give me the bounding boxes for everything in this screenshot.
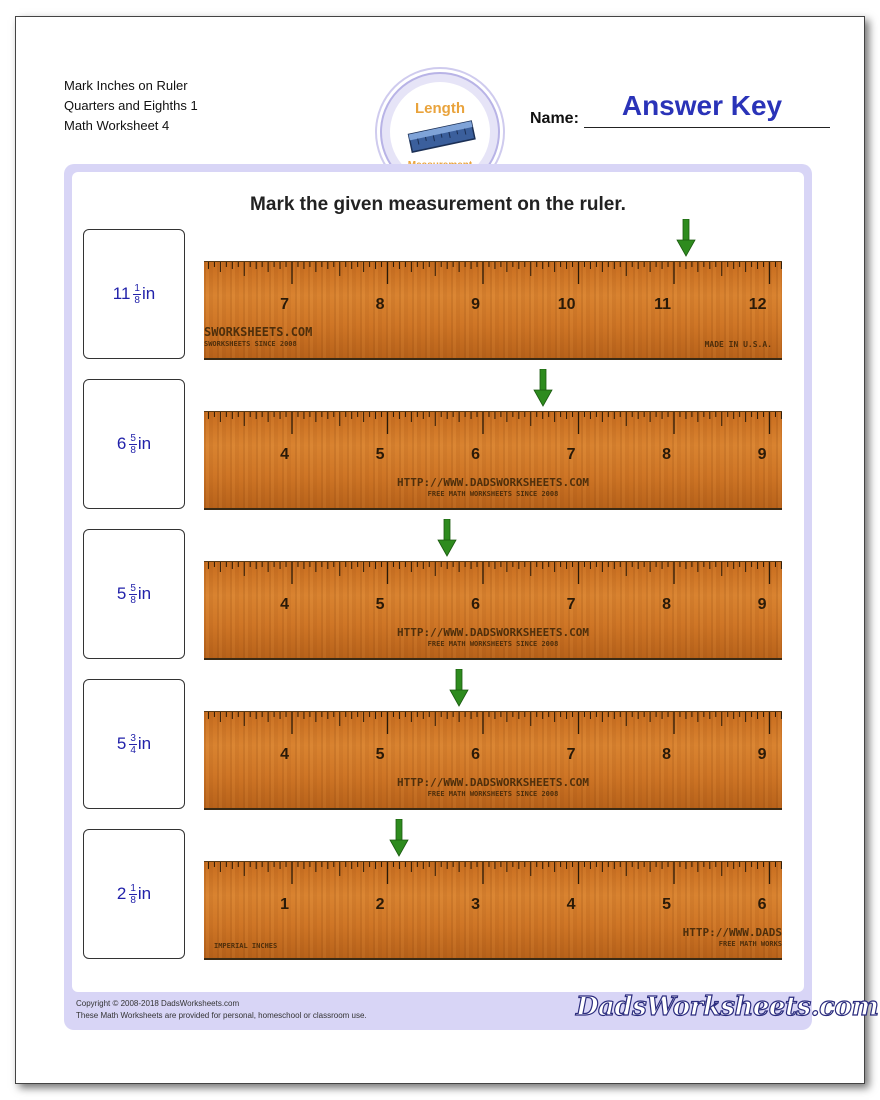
ruler-number: 5 <box>375 446 385 463</box>
ruler-graphic <box>204 712 782 808</box>
worksheet-title: Mark Inches on Ruler <box>64 78 188 93</box>
unit: in <box>137 434 152 453</box>
ruler[interactable] <box>204 711 782 810</box>
ruler[interactable] <box>204 861 782 960</box>
ruler-number: 4 <box>280 446 289 463</box>
denominator: 8 <box>134 294 140 306</box>
worksheet-number: Math Worksheet 4 <box>64 118 170 133</box>
fraction <box>129 583 137 606</box>
numerator: 5 <box>130 432 136 444</box>
unit: in <box>137 734 152 753</box>
copyright-text: Copyright © 2008-2018 DadsWorksheets.com <box>76 999 240 1008</box>
ruler[interactable] <box>204 411 782 510</box>
ruler-number: 10 <box>557 296 576 313</box>
ruler-graphic <box>204 412 782 508</box>
ruler-number: 9 <box>471 296 480 313</box>
numerator: 1 <box>134 282 140 294</box>
ruler-brand-text: HTTP://WWW.DADS <box>682 926 782 939</box>
measurement-box <box>83 229 185 359</box>
fraction <box>129 733 137 756</box>
ruler-number: 7 <box>566 446 576 463</box>
footer-copyright <box>76 998 367 1022</box>
ruler-brand-subtext: SWORKSHEETS SINCE 2008 <box>204 340 297 348</box>
ruler-brand-text: HTTP://WWW.DADSWORKSHEETS.COM <box>396 476 590 489</box>
ruler-brand-subtext: FREE MATH WORKS <box>718 940 782 948</box>
name-field-line[interactable] <box>584 127 830 128</box>
answer-arrow-icon <box>449 669 469 707</box>
ruler-number: 5 <box>375 596 385 613</box>
denominator: 8 <box>130 894 136 906</box>
ruler-number: 9 <box>757 446 767 463</box>
ruler-number: 4 <box>280 596 289 613</box>
answer-arrow-icon <box>437 519 457 557</box>
ruler-number: 9 <box>757 596 767 613</box>
ruler-number: 12 <box>748 296 767 313</box>
ruler-number: 8 <box>662 746 671 763</box>
ruler-number: 6 <box>471 446 480 463</box>
usage-note: These Math Worksheets are provided for personal, homeschool or classroom use. <box>76 1011 367 1020</box>
fraction <box>129 883 137 906</box>
ruler-number: 8 <box>375 296 385 313</box>
ruler-number: 5 <box>662 896 671 913</box>
ruler[interactable] <box>204 261 782 360</box>
ruler-number: 4 <box>280 746 289 763</box>
measurement-box <box>83 679 185 809</box>
ruler-brand-subtext: FREE MATH WORKSHEETS SINCE 2008 <box>427 640 559 648</box>
ruler-brand-text: HTTP://WWW.DADSWORKSHEETS.COM <box>396 626 590 639</box>
ruler-brand-subtext: FREE MATH WORKSHEETS SINCE 2008 <box>427 490 559 498</box>
ruler-number: 3 <box>471 896 480 913</box>
worksheet-subtitle: Quarters and Eighths 1 <box>64 98 198 113</box>
measurement-box <box>83 829 185 959</box>
ruler-made-in-text: MADE IN U.S.A. <box>704 340 772 349</box>
whole-number: 2 <box>116 884 127 903</box>
ruler-number: 7 <box>566 746 576 763</box>
ruler-number: 1 <box>280 896 289 913</box>
ruler-brand-text: HTTP://WWW.DADSWORKSHEETS.COM <box>396 776 590 789</box>
ruler-number: 8 <box>662 446 671 463</box>
ruler-number: 8 <box>662 596 671 613</box>
ruler-number: 7 <box>280 296 289 313</box>
fraction <box>133 283 141 306</box>
ruler-number: 4 <box>566 896 576 913</box>
ruler-number: 9 <box>757 746 767 763</box>
answer-key-text: Answer Key <box>621 90 783 121</box>
ruler-graphic <box>204 862 782 958</box>
ruler-number: 2 <box>375 896 385 913</box>
answer-arrow-icon <box>676 219 696 257</box>
ruler-brand-text: SWORKSHEETS.COM <box>204 325 313 339</box>
ruler-number: 11 <box>654 296 671 313</box>
logo-top-text: Length <box>415 100 465 117</box>
ruler-number: 5 <box>375 746 385 763</box>
whole-number: 11 <box>112 284 131 303</box>
ruler-number: 7 <box>566 596 576 613</box>
ruler-brand-subtext: FREE MATH WORKSHEETS SINCE 2008 <box>427 790 559 798</box>
numerator: 3 <box>130 732 136 744</box>
ruler[interactable] <box>204 561 782 660</box>
ruler-imperial-text: IMPERIAL INCHES <box>214 942 278 950</box>
instruction: Mark the given measurement on the ruler. <box>250 194 626 215</box>
ruler-number: 6 <box>471 746 480 763</box>
unit: in <box>141 284 156 303</box>
denominator: 8 <box>130 594 136 606</box>
name-label: Name: <box>530 110 579 127</box>
fraction <box>129 433 137 456</box>
whole-number: 6 <box>116 434 127 453</box>
whole-number: 5 <box>116 734 127 753</box>
answer-arrow-icon <box>389 819 409 857</box>
unit: in <box>137 584 152 603</box>
answer-arrow-icon <box>533 369 553 407</box>
ruler-number: 6 <box>757 896 767 913</box>
dadsworksheets-logo: DadsWorksheets.com <box>576 992 879 1022</box>
numerator: 1 <box>130 882 136 894</box>
denominator: 8 <box>130 444 136 456</box>
ruler-number: 6 <box>471 596 480 613</box>
ruler-graphic <box>204 562 782 658</box>
unit: in <box>137 884 152 903</box>
measurement-box <box>83 529 185 659</box>
measurement-box <box>83 379 185 509</box>
numerator: 5 <box>130 582 136 594</box>
whole-number: 5 <box>116 584 127 603</box>
ruler-graphic <box>204 262 782 358</box>
denominator: 4 <box>130 744 136 756</box>
